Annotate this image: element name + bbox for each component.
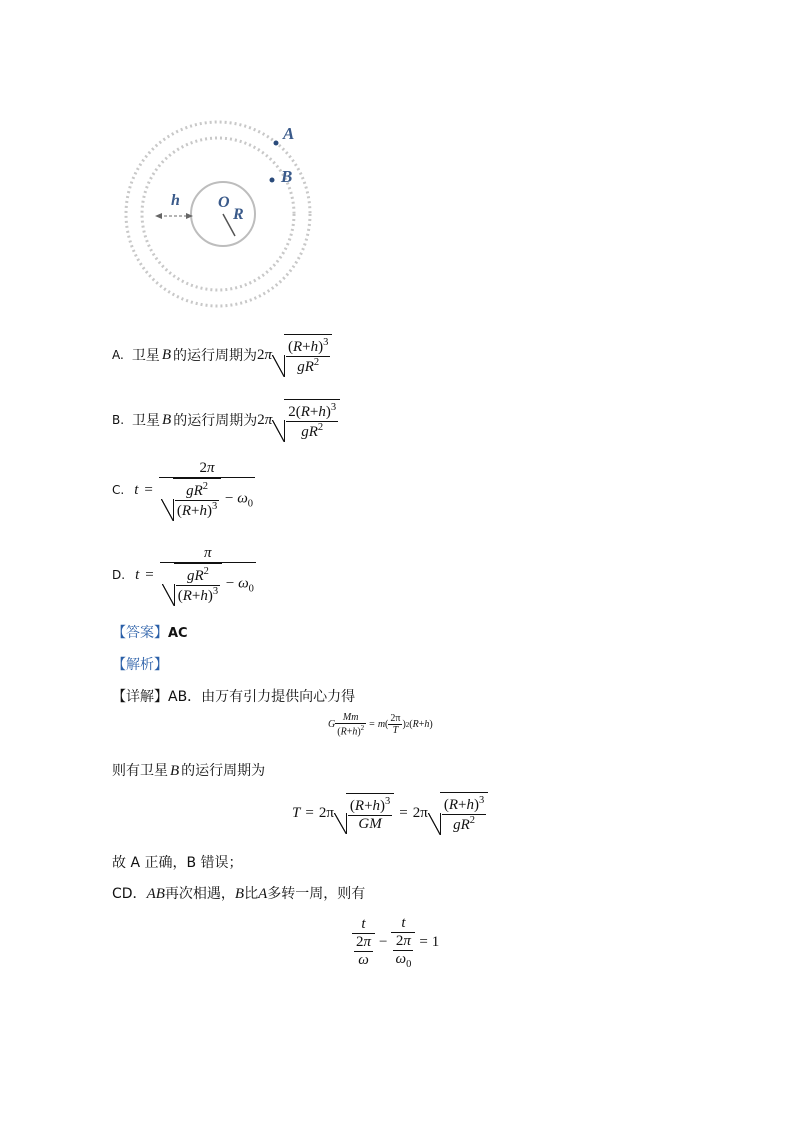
option-B: [112, 395, 340, 445]
option-B-formula: 2 π $\frac{2(R+h)^3}{gR^2}$: [257, 399, 340, 441]
cd-text-c: 比: [244, 886, 259, 902]
cd-line: [112, 883, 365, 903]
option-C-letter: C.: [112, 483, 125, 497]
cd-ab: AB: [146, 886, 165, 902]
answer-line: [112, 622, 188, 642]
cd-text-a: CD．: [112, 886, 147, 902]
period-intro-text-b: 的运行周期为: [181, 763, 266, 779]
analysis-label: 【解析】: [112, 657, 168, 673]
option-A-formula: 2 π $\frac{(R+h)^3}{gR^2}$: [257, 334, 332, 376]
detail-line: [112, 686, 355, 706]
inner-orbit: [142, 138, 294, 290]
detail-label: 【详解】: [112, 689, 168, 705]
figure-label-O: O: [218, 194, 230, 211]
outer-orbit: [126, 122, 310, 306]
cd-text-b: 再次相遇，: [164, 886, 235, 902]
option-B-satellite: B: [162, 411, 172, 428]
option-B-text: 卫星: [132, 413, 161, 429]
cd-text-d: 多转一周，则有: [267, 886, 366, 902]
h-arrow-head-left: [155, 213, 162, 219]
figure-label-A: A: [283, 124, 295, 143]
option-B-text2: 的运行周期为: [173, 413, 258, 429]
satellite-A-dot: [274, 141, 279, 146]
option-A: [112, 330, 332, 380]
period-intro-satellite: B: [170, 763, 180, 779]
cd-A: A: [258, 886, 268, 902]
satellite-B-dot: [270, 178, 275, 183]
gravity-equation: G $\frac{Mm}{(R+h)^2}$ = m ( $\frac{2\pi}{T}$ ) 2 ( R + h ): [328, 712, 433, 738]
option-C-formula: t = 2π $\frac{gR^2}{(R+h)^3}$ − $\omega_0$: [134, 460, 254, 519]
option-A-text2: 的运行周期为: [172, 348, 257, 364]
option-D-formula: t = π $\frac{gR^2}{(R+h)^3}$ − $\omega_0$: [135, 545, 254, 604]
answer-label: 【答案】: [112, 625, 168, 641]
period-equation: T = 2π $\frac{(R+h)^3}{GM}$ = 2π $\frac{(R+h)^3}{gR^2}$: [292, 792, 488, 834]
detail-text: AB．由万有引力提供向心力得: [168, 689, 356, 705]
option-A-text: 卫星: [131, 348, 160, 364]
option-D: [112, 540, 256, 610]
conclusion-AB: 故 A 正确，B 错误；: [112, 855, 243, 871]
meeting-equation: $\frac{t}{\frac{2\pi}{\omega}}$ − $\frac{t}{\frac{2\pi}{\omega_0}}$ = 1: [352, 915, 439, 970]
option-A-satellite: B: [161, 346, 171, 363]
figure-label-h: h: [171, 192, 180, 209]
figure-label-R: R: [233, 206, 244, 223]
period-intro: [112, 760, 265, 780]
cd-B: B: [234, 886, 245, 902]
option-A-letter: A.: [112, 348, 124, 362]
option-B-letter: B.: [112, 413, 125, 427]
option-C: [112, 455, 255, 525]
period-intro-text-a: 则有卫星: [112, 763, 168, 779]
option-D-letter: D.: [112, 568, 126, 582]
answer-value: AC: [168, 626, 188, 641]
figure-label-B: B: [281, 167, 293, 186]
